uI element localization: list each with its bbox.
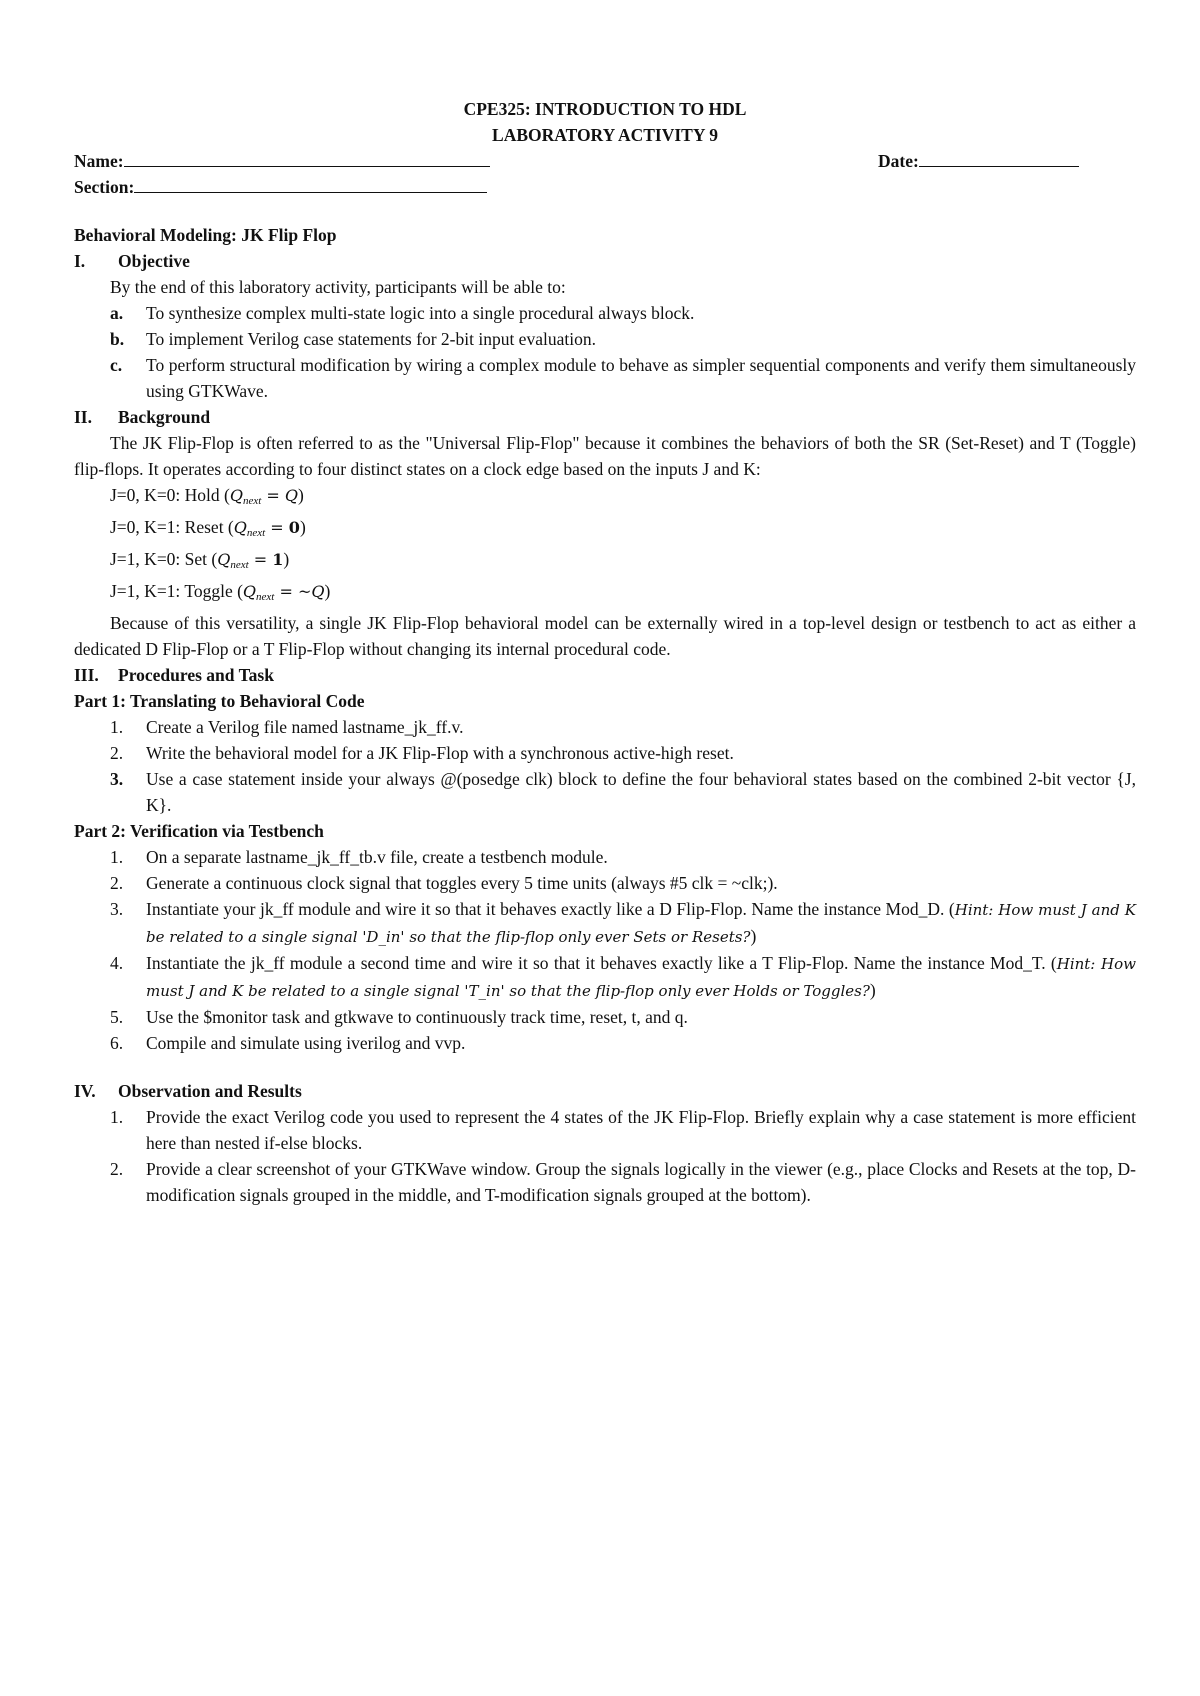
- state-condition: J=0, K=0: Hold (: [110, 485, 230, 505]
- list-marker: 2.: [110, 873, 124, 893]
- hint-text: Hint: How must J and K be related to a single signal 'D_in' so that the flip-flop only ever Sets or Resets?: [146, 901, 1136, 946]
- section-heading: Objective: [118, 251, 190, 271]
- section-heading: Observation and Results: [118, 1081, 302, 1101]
- section-blank-line[interactable]: [134, 174, 487, 193]
- list-marker: 2.: [110, 743, 124, 763]
- section-number: II.: [74, 407, 92, 427]
- list-marker: 1.: [110, 1107, 124, 1127]
- state-eq: =: [265, 518, 289, 537]
- list-marker: c.: [110, 355, 123, 375]
- list-marker: 3.: [110, 899, 124, 919]
- list-item-text: Use a case statement inside your always @(posedge clk) block to define the four behavioral states based on the combined 2-bit vector {J, K}.: [146, 769, 1136, 815]
- list-item-text: To implement Verilog case statements for 2-bit input evaluation.: [146, 329, 596, 349]
- list-item: [74, 300, 1136, 326]
- list-item: [74, 352, 1136, 404]
- name-blank-line[interactable]: [124, 148, 490, 167]
- list-marker: 1.: [110, 717, 124, 737]
- list-item-text: Use the $monitor task and gtkwave to continuously track time, reset, t, and q.: [146, 1007, 688, 1027]
- state-q: Q: [229, 486, 244, 505]
- section-number: IV.: [74, 1081, 96, 1101]
- state-close: ): [298, 485, 304, 505]
- state-eq: =: [274, 582, 298, 601]
- state-eq: =: [261, 486, 285, 505]
- state-value: ~Q: [297, 582, 325, 601]
- list-marker: 5.: [110, 1007, 124, 1027]
- state-condition: J=0, K=1: Reset (: [110, 517, 234, 537]
- list-item: [74, 950, 1136, 1004]
- activity-topic: Behavioral Modeling: JK Flip Flop: [74, 225, 337, 245]
- state-hold: [74, 482, 1136, 514]
- list-item: [74, 844, 1136, 870]
- objective-list: [74, 300, 1136, 404]
- list-marker: 2.: [110, 1159, 124, 1179]
- list-item-text: Create a Verilog file named lastname_jk_ff.v.: [146, 717, 464, 737]
- part2-list: [74, 844, 1136, 1056]
- section-row: [74, 174, 1136, 200]
- section-field[interactable]: [74, 174, 487, 200]
- date-blank-line[interactable]: [919, 148, 1079, 167]
- section-number: I.: [74, 251, 86, 271]
- list-item: [74, 326, 1136, 352]
- list-item-text: To perform structural modification by wiring a complex module to behave as simpler sequential components and verify them simultaneously using GTKWave.: [146, 355, 1136, 401]
- list-marker: a.: [110, 303, 124, 323]
- list-marker: b.: [110, 329, 125, 349]
- list-item-text: Provide a clear screenshot of your GTKWave window. Group the signals logically in the viewer (e.g., place Clocks and Resets at the top, D-modification signals grouped in the middle, and T-modification signals grouped at the bottom).: [146, 1159, 1136, 1205]
- state-close: ): [299, 517, 306, 537]
- part2-heading: Part 2: Verification via Testbench: [74, 821, 324, 841]
- list-item: [74, 870, 1136, 896]
- state-toggle: [74, 578, 1136, 610]
- state-close: ): [324, 581, 331, 601]
- state-q: Q: [242, 582, 257, 601]
- objective-intro: By the end of this laboratory activity, participants will be able to:: [110, 277, 566, 297]
- course-title: CPE325: INTRODUCTION TO HDL: [463, 99, 747, 119]
- state-value: 0: [288, 518, 300, 537]
- state-sub: next: [243, 495, 262, 507]
- state-value: 1: [272, 550, 284, 569]
- hint-close: ): [750, 926, 757, 946]
- state-q: Q: [233, 518, 247, 537]
- hint-text: Hint: How must J and K be related to a single signal 'T_in' so that the flip-flop only ever Holds or Toggles?: [146, 955, 1136, 1000]
- hint-close: ): [869, 980, 876, 1000]
- list-marker: 4.: [110, 953, 124, 973]
- state-sub: next: [230, 559, 249, 571]
- list-item-text: Instantiate your jk_ff module and wire it so that it behaves exactly like a D Flip-Flop. Name the instance Mod_D. (: [146, 899, 955, 919]
- section-number: III.: [74, 665, 99, 685]
- spacer: [74, 1056, 1136, 1078]
- background-paragraph: The JK Flip-Flop is often referred to as the "Universal Flip-Flop" because it combines the behaviors of both the SR (Set-Reset) and T (Toggle) flip-flops. It operates according to four distinct states on a clock edge based on the inputs J and K:: [74, 433, 1136, 479]
- state-q: Q: [217, 550, 231, 569]
- list-item: [74, 1004, 1136, 1030]
- spacer: [74, 200, 1136, 222]
- state-close: ): [283, 549, 290, 569]
- list-item-text: Generate a continuous clock signal that toggles every 5 time units (always #5 clk = ~clk;).: [146, 873, 778, 893]
- list-marker: 3.: [110, 769, 124, 789]
- state-sub: next: [246, 527, 266, 539]
- list-item-text: Write the behavioral model for a JK Flip-Flop with a synchronous active-high reset.: [146, 743, 734, 763]
- list-item: [74, 740, 1136, 766]
- section-heading: Background: [118, 407, 211, 427]
- list-item: [74, 1104, 1136, 1156]
- section-label: Section:: [74, 177, 135, 197]
- part1-list: [74, 714, 1136, 818]
- section-objective-heading: [74, 248, 1136, 274]
- state-reset: [74, 514, 1136, 546]
- list-item: [74, 896, 1136, 950]
- name-date-row: [74, 148, 1136, 174]
- background-paragraph-2: Because of this versatility, a single JK Flip-Flop behavioral model can be externally wired in a top-level design or testbench to act as either a dedicated D Flip-Flop or a T Flip-Flop without changing its internal procedural code.: [74, 613, 1136, 659]
- name-field[interactable]: [74, 148, 490, 174]
- state-value: Q: [284, 486, 299, 505]
- list-item-text: On a separate lastname_jk_ff_tb.v file, create a testbench module.: [146, 847, 608, 867]
- part1-heading: Part 1: Translating to Behavioral Code: [74, 691, 365, 711]
- state-condition: J=1, K=1: Toggle (: [110, 581, 243, 601]
- state-condition: J=1, K=0: Set (: [110, 549, 218, 569]
- list-item: [74, 766, 1136, 818]
- name-label: Name:: [74, 151, 124, 171]
- section-procedures-heading: [74, 662, 1136, 688]
- state-set: [74, 546, 1136, 578]
- list-item-text: Instantiate the jk_ff module a second time and wire it so that it behaves exactly like a T Flip-Flop. Name the instance Mod_T. (: [146, 953, 1057, 973]
- list-item-text: To synthesize complex multi-state logic into a single procedural always block.: [146, 303, 695, 323]
- list-item: [74, 714, 1136, 740]
- section-background-heading: [74, 404, 1136, 430]
- document-page: [74, 96, 1136, 1208]
- state-eq: =: [248, 550, 273, 569]
- section-observation-heading: [74, 1078, 1136, 1104]
- state-sub: next: [256, 591, 275, 603]
- list-item-text: Provide the exact Verilog code you used to represent the 4 states of the JK Flip-Flop. Briefly explain why a case statement is more efficient here than nested if-else blocks.: [146, 1107, 1136, 1153]
- list-item: [74, 1156, 1136, 1208]
- list-item: [74, 1030, 1136, 1056]
- observation-list: [74, 1104, 1136, 1208]
- date-field[interactable]: [878, 148, 1079, 174]
- list-item-text: Compile and simulate using iverilog and vvp.: [146, 1033, 466, 1053]
- date-label: Date:: [878, 151, 919, 171]
- activity-title: LABORATORY ACTIVITY 9: [492, 125, 718, 145]
- list-marker: 6.: [110, 1033, 124, 1053]
- section-heading: Procedures and Task: [118, 665, 274, 685]
- list-marker: 1.: [110, 847, 124, 867]
